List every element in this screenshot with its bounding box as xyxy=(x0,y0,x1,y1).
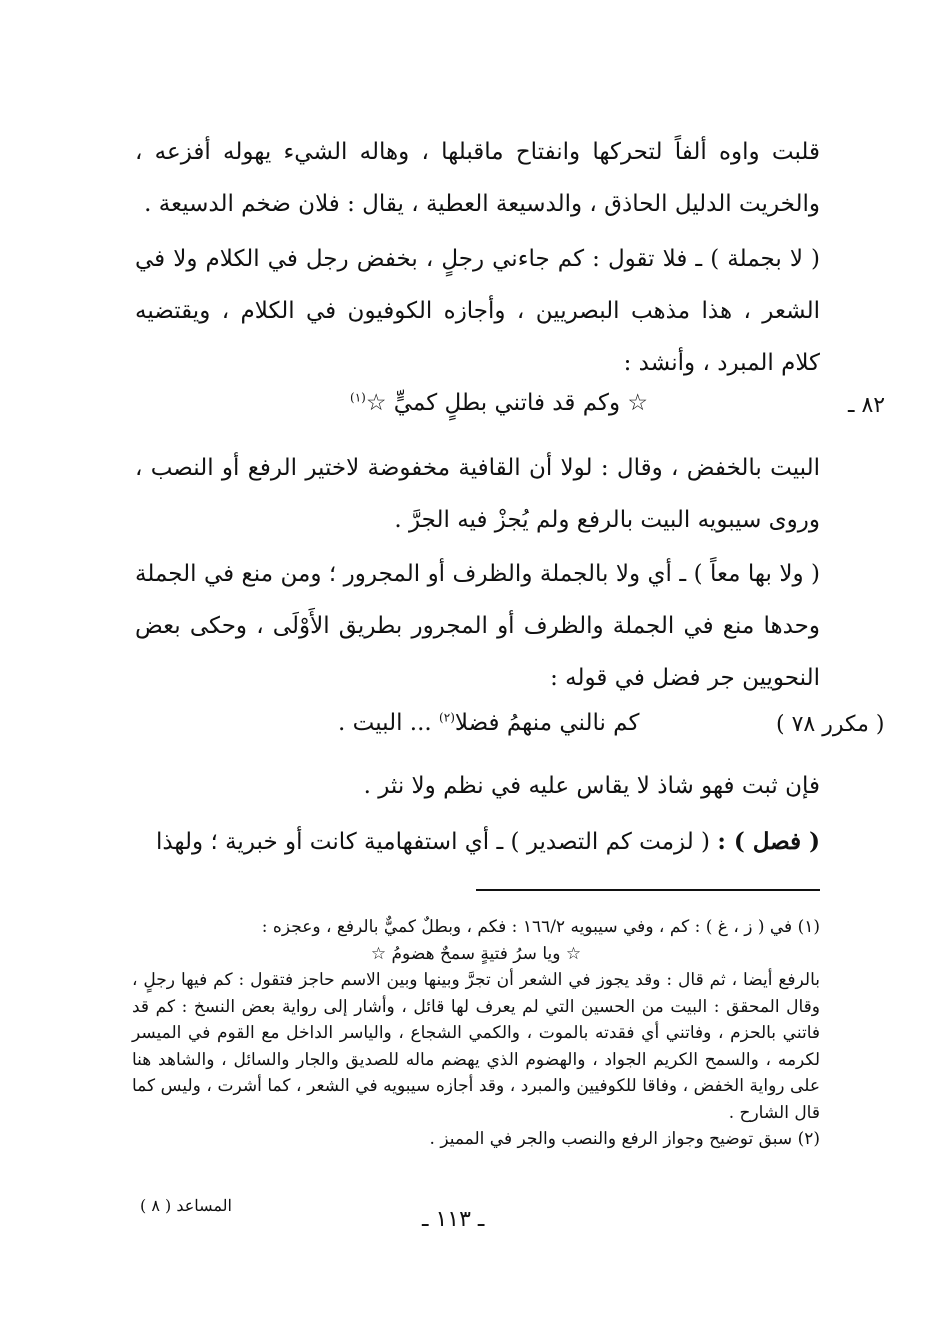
section-text: ( لزمت كم التصدير ) ـ أي استفهامية كانت أو خبرية ؛ ولهذا xyxy=(155,829,711,855)
verse-2-text: كم نالني منهمُ فضلا xyxy=(454,710,640,736)
verse-2-tail: ... البيت . xyxy=(338,710,432,736)
page-number: ـ ١١٣ ـ xyxy=(422,1207,485,1232)
verse-1-text: ☆ وكم قد فاتني بطلٍ كميٍّ ☆ xyxy=(365,390,648,416)
paragraph-3: البيت بالخفض ، وقال : لولا أن القافية مخفوضة لاختير الرفع أو النصب ، وروى سيبويه البيت بالرفع ولم يُجزْ فيه الجرَّ . xyxy=(135,455,820,533)
footnotes xyxy=(132,914,820,1153)
margin-repeat-78: ( مكرر ٧٨ ) xyxy=(776,712,885,737)
footnote-divider xyxy=(476,889,820,891)
paragraph-1: قلبت واوه ألفاً لتحركها وانفتاح ماقبلها ، وهاله الشيء يهوله أفزعه ، والخريت الدليل الحاذق ، والدسيعة العطية ، يقال : فلان ضخم الدسيعة . xyxy=(135,139,820,217)
main-text xyxy=(135,548,820,704)
paragraph-4: ( ولا بها معاً ) ـ أي ولا بالجملة والظرف أو المجرور ؛ ومن منع في الجملة وحدها منع في الجملة والظرف أو المجرور بطريق الأَوْلَى ، وحكى بعض النحويين جر فضل في قوله : xyxy=(135,561,820,691)
main-text xyxy=(135,126,820,230)
verse-2 xyxy=(338,710,639,736)
paragraph-2: ( لا بجملة ) ـ فلا تقول : كم جاءني رجلٍ ، بخفض رجل في الكلام ولا في الشعر ، هذا مذهب البصريين ، وأجازه الكوفيون في الكلام ، ويقتضيه كلام المبرد ، وأنشد : xyxy=(135,246,820,376)
paragraph-5: فإن ثبت فهو شاذ لا يقاس عليه في نظم ولا نثر . xyxy=(363,773,820,799)
main-text xyxy=(135,233,820,389)
main-text xyxy=(135,442,820,546)
main-text xyxy=(135,816,820,868)
footnote-1-body: بالرفع أيضا ، ثم قال : وقد يجوز في الشعر أن تجرَّ وبينها وبين الاسم حاجز فتقول : كم فيها رجلٍ ، وقال المحقق : البيت من الحسين التي لم يعرف لها قائل ، وأشار إلى رواية بعض النسخ : كم قد فاتني بالحزم ، وفاتني أي فقدته بالموت ، والكمي الشجاع ، والياسر الداخل مع القوم في الميسر لكرمه ، والسمح الكريم الجواد ، والهضوم الذي يهضم ماله للصديق والجار والسائل ، والشاهد هنا على رواية الخفض ، وفاقا للكوفيين والمبرد ، وقد أجازه سيبويه في الشعر ، كما أشرت ، وليس كما قال الشارح . xyxy=(132,970,820,1123)
signature-mark: المساعد ( ٨ ) xyxy=(140,1196,232,1215)
section-heading: ( فصل ) : xyxy=(717,828,820,855)
footnote-ref-1: (١) xyxy=(350,390,366,405)
footnote-ref-2: (٢) xyxy=(439,710,455,725)
footnote-1-line-1: (١) في ( ز ، غ ) : كم ، وفي سيبويه ١٦٦/٢ : فكم ، وبطلٌ كميٌّ بالرفع ، وعجزه : xyxy=(261,917,820,937)
paragraph-6 xyxy=(135,816,820,868)
footnote-1-verse: ☆ ويا سرُ فتيةٍ سمحٌ هضومُ ☆ xyxy=(370,943,582,964)
footnote-2: (٢) سبق توضيح وجواز الرفع والنصب والجر في المميز . xyxy=(429,1129,820,1149)
verse-1 xyxy=(350,390,648,416)
margin-number-82: ٨٢ ـ xyxy=(848,393,886,418)
main-text xyxy=(135,760,820,812)
